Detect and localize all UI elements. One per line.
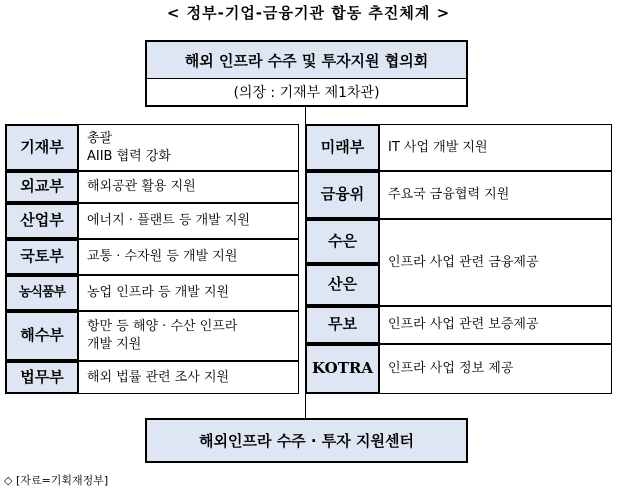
council-chair: (의장 : 기재부 제1차관) bbox=[145, 79, 468, 107]
agency-role-msip: IT 사업 개발 지원 bbox=[380, 124, 612, 171]
agency-role-mof: 항만 등 해양 · 수산 인프라 개발 지원 bbox=[79, 311, 299, 361]
agency-label-kdb: 산은 bbox=[305, 264, 380, 306]
agency-label-moj: 법무부 bbox=[5, 361, 79, 394]
agency-role-molit: 교통 · 수자원 등 개발 지원 bbox=[79, 239, 299, 275]
connector-bottom bbox=[305, 394, 306, 418]
agency-role-kexim-kdb: 인프라 사업 관련 금융제공 bbox=[380, 219, 612, 306]
agency-role-mafra: 농업 인프라 등 개발 지원 bbox=[79, 275, 299, 311]
diagram-title: < 정부-기업-금융기관 합동 추진체계 > bbox=[166, 4, 451, 22]
agency-label-kexim: 수은 bbox=[305, 219, 380, 264]
source-note: ◇ [자료=기획재정부] bbox=[4, 474, 109, 487]
agency-label-moef: 기재부 bbox=[5, 124, 79, 171]
agency-label-mafra: 농식품부 bbox=[5, 275, 79, 311]
agency-label-kotra: KOTRA bbox=[305, 344, 380, 394]
council-name: 해외 인프라 수주 및 투자지원 협의회 bbox=[145, 40, 468, 79]
agency-label-motie: 산업부 bbox=[5, 203, 79, 239]
agency-role-kotra: 인프라 사업 정보 제공 bbox=[380, 344, 612, 394]
agency-role-moj: 해외 법률 관련 조사 지원 bbox=[79, 361, 299, 394]
agency-role-fsc: 주요국 금융협력 지원 bbox=[380, 171, 612, 219]
agency-label-mofa: 외교부 bbox=[5, 171, 79, 203]
agency-label-fsc: 금융위 bbox=[305, 171, 380, 219]
agency-label-mof: 해수부 bbox=[5, 311, 79, 361]
agency-label-molit: 국토부 bbox=[5, 239, 79, 275]
agency-role-moef: 총괄 AIIB 협력 강화 bbox=[79, 124, 299, 171]
agency-label-ksure: 무보 bbox=[305, 306, 380, 344]
agency-role-ksure: 인프라 사업 관련 보증제공 bbox=[380, 306, 612, 344]
agency-label-msip: 미래부 bbox=[305, 124, 380, 171]
agency-role-mofa: 해외공관 활용 지원 bbox=[79, 171, 299, 203]
support-center: 해외인프라 수주 · 투자 지원센터 bbox=[145, 418, 468, 463]
connector-top bbox=[305, 107, 306, 124]
agency-role-motie: 에너지 · 플랜트 등 개발 지원 bbox=[79, 203, 299, 239]
